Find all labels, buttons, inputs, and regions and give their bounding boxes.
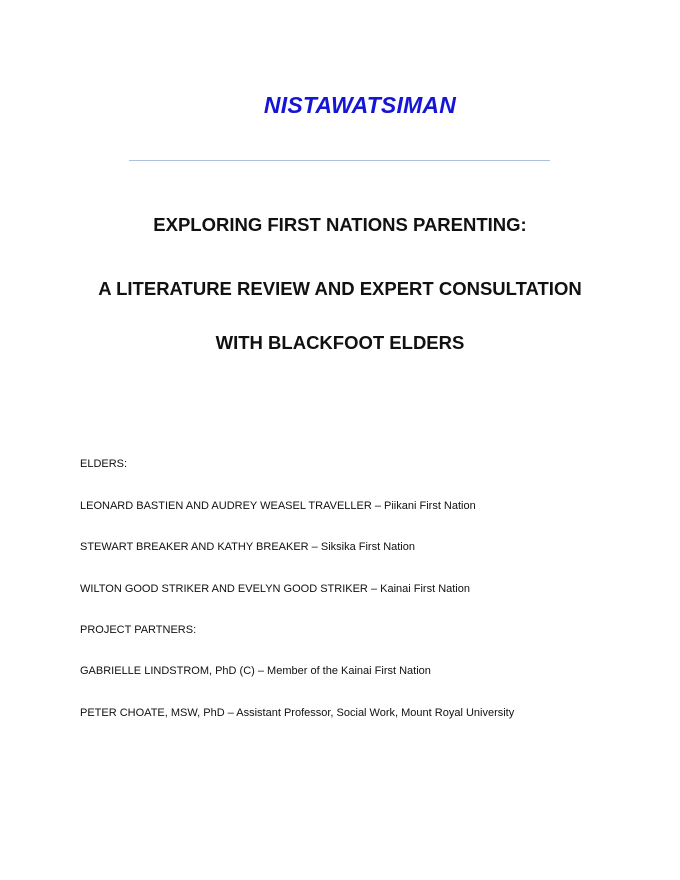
elder-names: STEWART BREAKER AND KATHY BREAKER <box>80 541 309 553</box>
partner-names: PETER CHOATE, MSW, PhD <box>80 707 225 719</box>
partner-affiliation: – Member of the Kainai First Nation <box>254 665 431 677</box>
partners-label: PROJECT PARTNERS: <box>80 624 197 636</box>
elder-entry <box>80 498 476 514</box>
document-title: NISTAWATSIMAN <box>263 92 457 118</box>
elder-entry <box>80 539 415 555</box>
partner-affiliation: – Assistant Professor, Social Work, Mount Royal University <box>224 707 515 719</box>
elder-affiliation: – Kainai First Nation <box>367 583 470 595</box>
title-divider <box>129 160 550 161</box>
elder-entry <box>80 581 470 597</box>
elder-affiliation: – Piikani First Nation <box>371 500 476 512</box>
elder-names: LEONARD BASTIEN AND AUDREY WEASEL TRAVELLER <box>80 500 372 512</box>
partner-entry <box>80 663 431 679</box>
heading-line-2: A LITERATURE REVIEW AND EXPERT CONSULTATION <box>98 278 582 299</box>
partner-entry <box>80 705 514 721</box>
heading-line-3: WITH BLACKFOOT ELDERS <box>215 332 465 353</box>
heading-line-1: EXPLORING FIRST NATIONS PARENTING: <box>153 214 527 235</box>
elder-names: WILTON GOOD STRIKER AND EVELYN GOOD STRIKER <box>80 583 368 595</box>
partner-names: GABRIELLE LINDSTROM, PhD (C) <box>80 665 255 677</box>
elders-label: ELDERS: <box>80 458 128 470</box>
elder-affiliation: – Siksika First Nation <box>308 541 415 553</box>
